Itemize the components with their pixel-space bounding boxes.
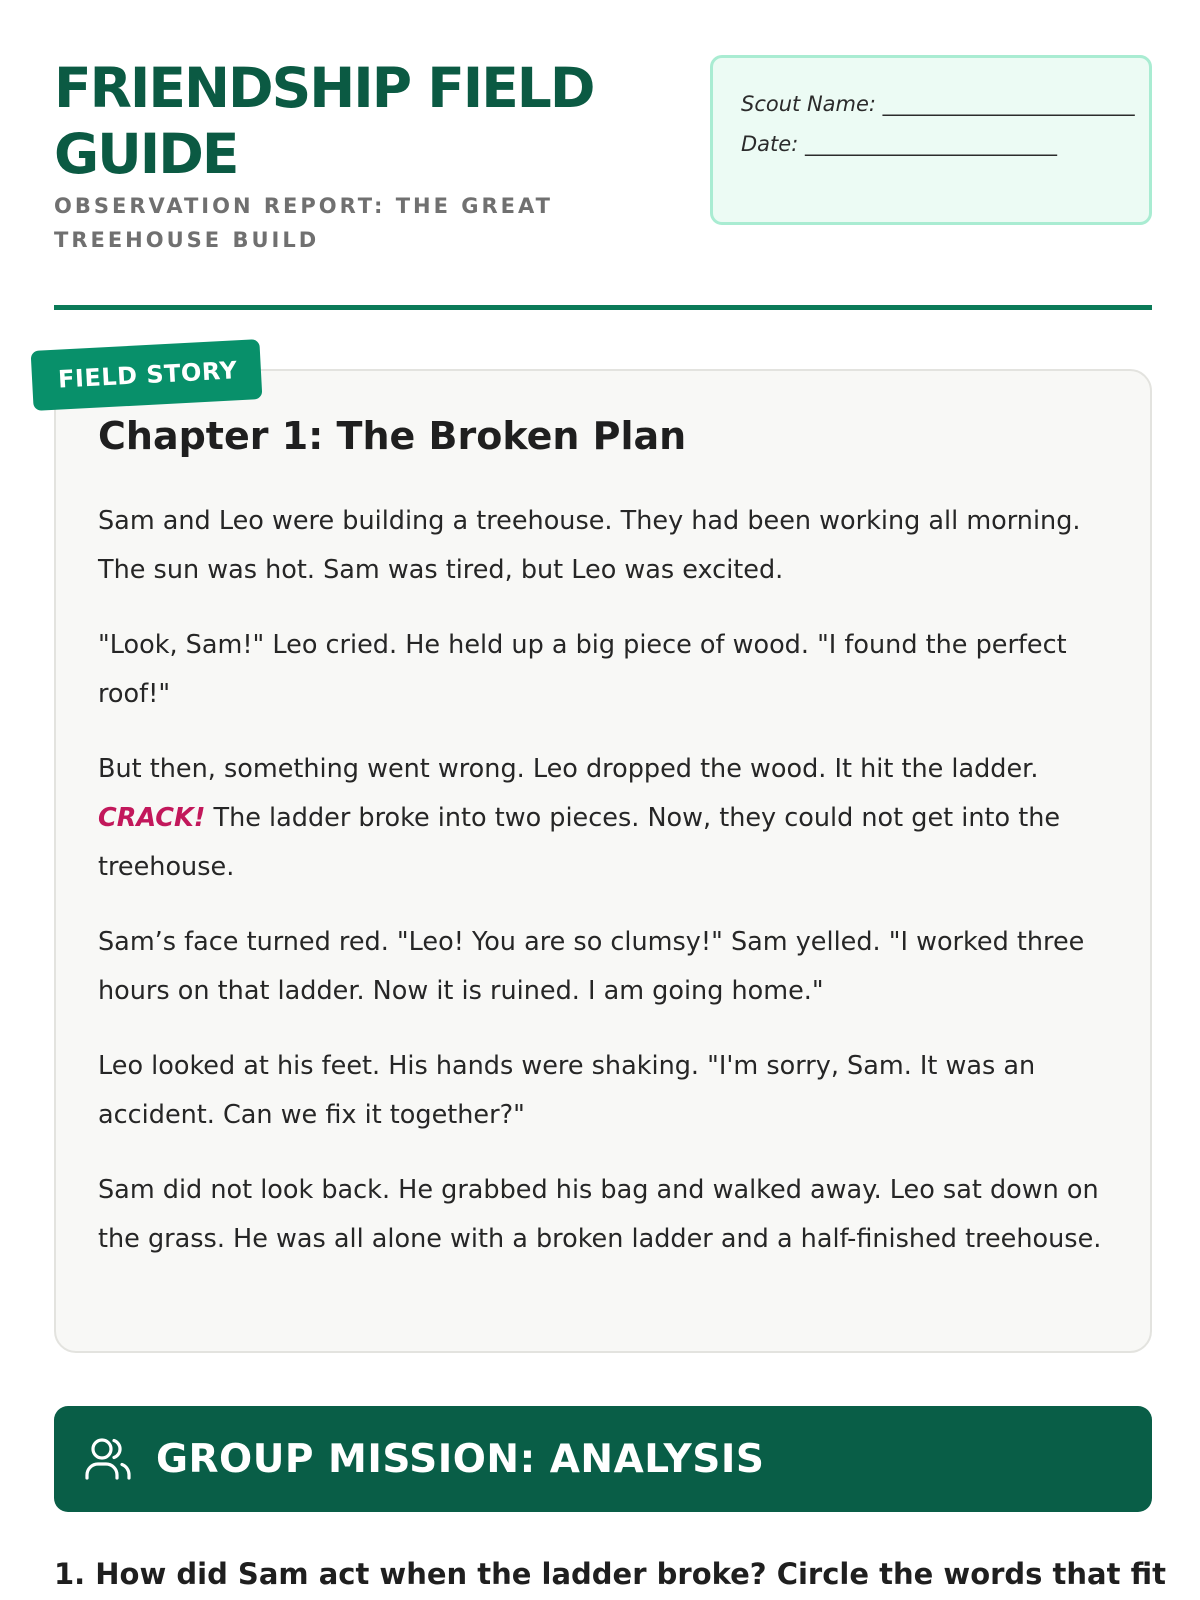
story-text: But then, something went wrong. Leo dropped the wood. It hit the ladder.	[98, 754, 1039, 784]
field-story-badge: FIELD STORY	[31, 339, 263, 411]
story-paragraph: Sam and Leo were building a treehouse. They had been working all morning. The sun was hot. Sam was tired, but Leo was excited.	[98, 506, 1081, 585]
story-paragraph: Sam did not look back. He grabbed his bag and walked away. Leo sat down on the grass. He was all alone with a broken ladder and a half-finished treehouse.	[98, 1175, 1102, 1254]
story-paragraph: Sam’s face turned red. "Leo! You are so clumsy!" Sam yelled. "I worked three hours on that ladder. Now it is ruined. I am going home."	[98, 927, 1085, 1006]
crack-emphasis: CRACK!	[98, 803, 206, 833]
scout-info-box	[710, 55, 1152, 225]
scout-name-field[interactable]: Scout Name: ________________________	[741, 92, 1135, 116]
page-subtitle: OBSERVATION REPORT: THE GREAT TREEHOUSE BUILD	[54, 194, 553, 252]
story-card	[54, 356, 1152, 1353]
title-block	[54, 55, 704, 257]
mission-title: GROUP MISSION: ANALYSIS	[156, 1436, 765, 1482]
story-paragraph: "Look, Sam!" Leo cried. He held up a big piece of wood. "I found the perfect roof!"	[98, 630, 1067, 709]
story-paragraph: Leo looked at his feet. His hands were shaking. "I'm sorry, Sam. It was an accident. Can we fix it together?"	[98, 1051, 1036, 1130]
header-divider	[54, 305, 1152, 310]
date-field[interactable]: Date: ________________________	[741, 132, 1057, 156]
group-mission-banner	[54, 1406, 1152, 1512]
question-1: 1. How did Sam act when the ladder broke? Circle the words that fit	[54, 1557, 1166, 1591]
chapter-title: Chapter 1: The Broken Plan	[98, 414, 687, 458]
page-title-line-2: GUIDE	[54, 122, 238, 186]
story-paragraph	[98, 745, 1110, 892]
page-title-line-1: FRIENDSHIP FIELD	[54, 56, 594, 120]
users-icon	[82, 1433, 134, 1485]
story-text: The ladder broke into two pieces. Now, they could not get into the treehouse.	[98, 803, 1061, 882]
header	[54, 55, 1152, 255]
page-title	[54, 55, 704, 187]
